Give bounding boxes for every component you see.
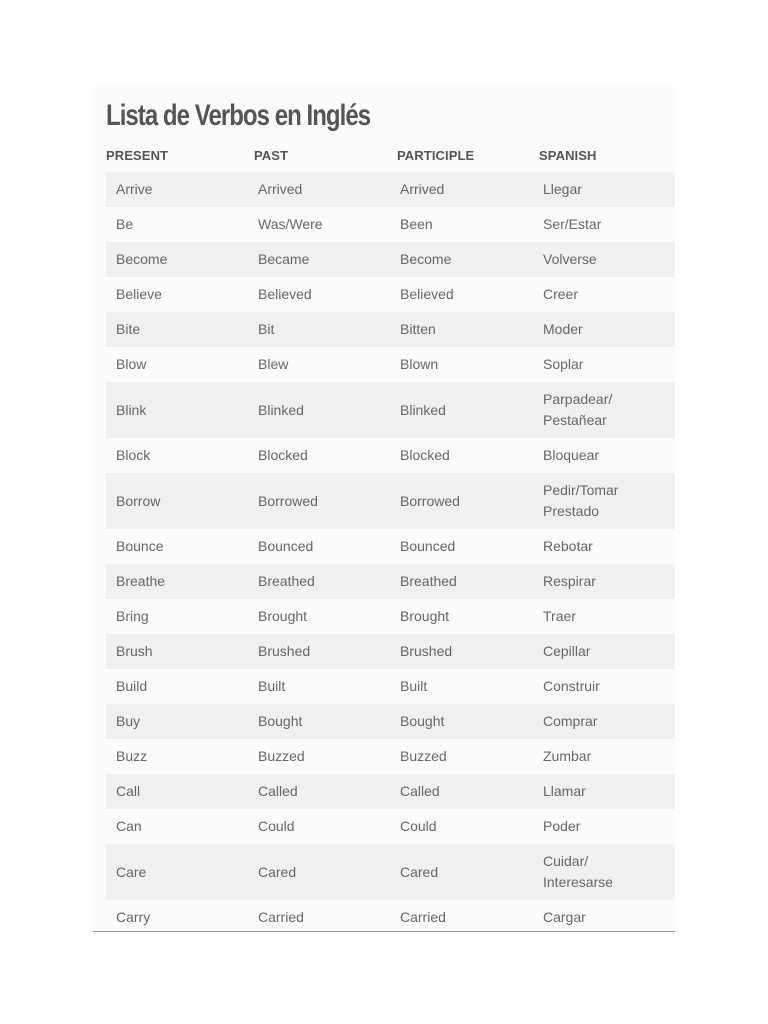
cell-spanish: Poder [543,818,581,834]
cell-present: Become [116,251,168,267]
cell-participle: Bought [400,713,445,729]
cell-spanish: Soplar [543,356,584,372]
cell-spanish: Creer [543,286,579,302]
cell-present: Carry [116,909,151,925]
cell-past: Breathed [258,573,315,589]
cell-participle: Bounced [400,538,456,554]
cell-past: Bit [258,321,275,337]
cell-past: Borrowed [258,492,318,509]
cell-present: Care [116,863,147,880]
cell-present: Believe [116,286,162,302]
table-row [106,172,675,207]
cell-past: Believed [258,286,312,302]
cell-present: Blow [116,356,147,372]
cell-past: Built [258,678,286,694]
table-row [106,312,675,347]
cell-past: Blew [258,356,289,372]
table-bottom-rule [93,931,675,932]
table-row [106,473,675,529]
verb-table [106,138,675,935]
header-present: PRESENT [106,147,169,163]
cell-past: Was/Were [258,216,323,232]
cell-participle: Breathed [400,573,457,589]
cell-spanish: Bloquear [543,447,600,463]
cell-spanish: Moder [543,321,583,337]
cell-spanish: Cargar [543,909,586,925]
cell-spanish: Cepillar [543,643,591,659]
cell-participle: Called [400,783,440,799]
cell-spanish: Cuidar/ Interesarse [543,853,614,890]
cell-past: Could [258,818,295,834]
cell-spanish: Llamar [543,783,586,799]
table-body [106,172,675,935]
cell-participle: Believed [400,286,454,302]
cell-past: Carried [258,909,304,925]
cell-participle: Carried [400,909,446,925]
cell-spanish: Respirar [543,573,596,589]
table-row [106,844,675,900]
table-row [106,774,675,809]
cell-spanish: Pedir/Tomar Prestado [543,482,619,519]
cell-present: Brush [116,643,153,659]
page-title: Lista de Verbos en Inglés [106,99,371,132]
header-spanish: SPANISH [539,147,597,163]
cell-past: Blinked [258,401,304,418]
table-row [106,564,675,599]
cell-present: Arrive [116,181,153,197]
cell-participle: Cared [400,863,439,880]
table-header [106,138,675,172]
table-row [106,529,675,564]
cell-present: Call [116,783,141,799]
header-past: PAST [254,147,289,163]
cell-spanish: Construir [543,678,600,694]
cell-participle: Buzzed [400,748,447,764]
cell-present: Be [116,216,134,232]
cell-spanish: Comprar [543,713,598,729]
table-row [106,347,675,382]
cell-participle: Become [400,251,452,267]
cell-past: Called [258,783,298,799]
cell-participle: Blocked [400,447,450,463]
table-row [106,809,675,844]
table-row [106,669,675,704]
cell-past: Bought [258,713,303,729]
table-row [106,900,675,935]
cell-past: Arrived [258,181,303,197]
table-row [106,382,675,438]
cell-participle: Arrived [400,181,445,197]
cell-present: Can [116,818,142,834]
cell-past: Brushed [258,643,311,659]
cell-present: Block [116,447,151,463]
cell-present: Borrow [116,492,161,509]
cell-present: Bring [116,608,149,624]
cell-participle: Bitten [400,321,436,337]
table-row [106,704,675,739]
cell-spanish: Rebotar [543,538,593,554]
cell-spanish: Traer [543,608,576,624]
table-row [106,242,675,277]
cell-spanish: Volverse [543,251,597,267]
cell-present: Build [116,678,148,694]
cell-participle: Built [400,678,428,694]
cell-participle: Borrowed [400,492,460,509]
cell-participle: Been [400,216,433,232]
cell-present: Breathe [116,573,166,589]
cell-spanish: Llegar [543,181,582,197]
cell-present: Bite [116,321,141,337]
cell-past: Buzzed [258,748,305,764]
table-row [106,634,675,669]
cell-past: Cared [258,863,297,880]
table-row [106,599,675,634]
header-participle: PARTICIPLE [397,147,475,163]
cell-past: Brought [258,608,308,624]
cell-spanish: Ser/Estar [543,216,602,232]
cell-participle: Could [400,818,437,834]
cell-present: Blink [116,401,147,418]
cell-present: Buzz [116,748,148,764]
cell-present: Bounce [116,538,164,554]
cell-past: Became [258,251,310,267]
table-row [106,438,675,473]
cell-participle: Brushed [400,643,453,659]
cell-spanish: Zumbar [543,748,592,764]
cell-participle: Brought [400,608,450,624]
table-row [106,277,675,312]
cell-past: Blocked [258,447,308,463]
table-row [106,739,675,774]
cell-present: Buy [116,713,141,729]
cell-spanish: Parpadear/ Pestañear [543,391,613,428]
cell-past: Bounced [258,538,314,554]
table-row [106,207,675,242]
cell-participle: Blown [400,356,439,372]
cell-participle: Blinked [400,401,446,418]
